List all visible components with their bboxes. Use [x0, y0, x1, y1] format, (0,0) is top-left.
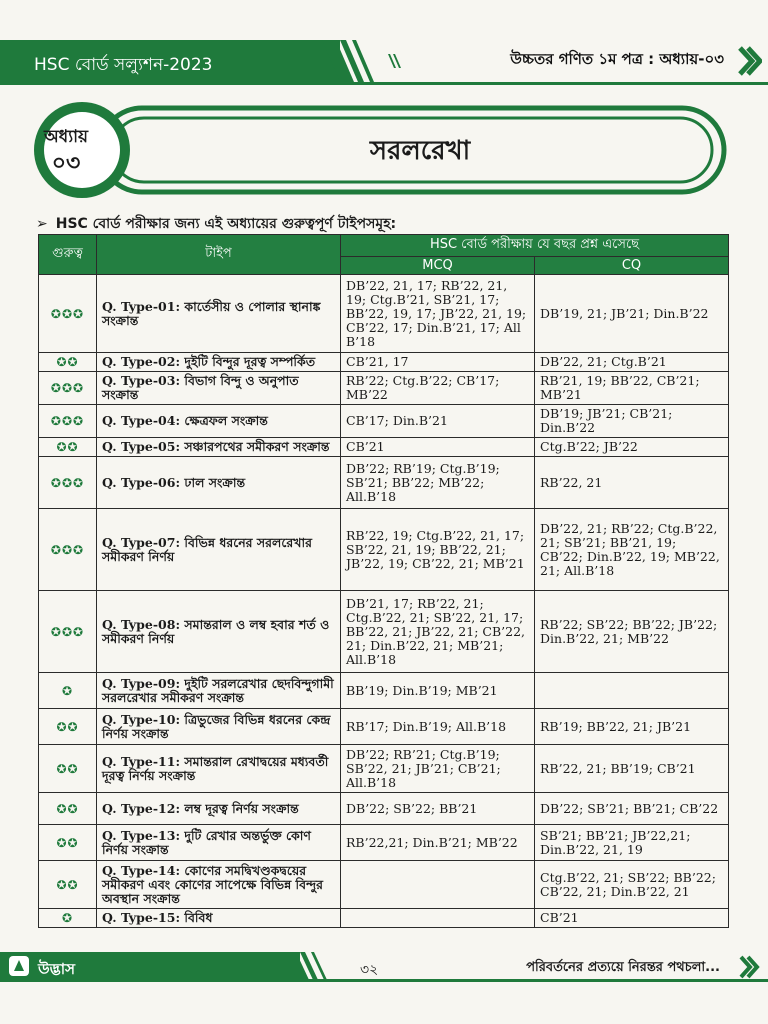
cq-cell: Ctg.B’22, 21; SB’22; BB’22; CB’22, 21; Din.B’22, 21 [535, 861, 729, 909]
footer-stripes [284, 952, 344, 982]
th-cq: CQ [535, 257, 729, 275]
book-title: HSC বোর্ড সল্যুশন-2023 [34, 55, 213, 75]
table-row [39, 372, 729, 405]
footer-brand: উদ্ভাস [38, 960, 75, 978]
cq-cell: RB’22, 21 [535, 457, 729, 509]
importance-stars: ✪✪ [39, 709, 97, 745]
type-cell: Q. Type-15: বিবিধ [97, 909, 341, 928]
importance-stars: ✪✪✪ [39, 372, 97, 405]
type-cell: Q. Type-05: সঞ্চারপথের সমীকরণ সংক্রান্ত [97, 438, 341, 457]
chapter-title: সরলরেখা [369, 136, 471, 166]
type-cell: Q. Type-10: ত্রিভুজের বিভিন্ন ধরনের কেন্দ্র নির্ণয় সংক্রান্ত [97, 709, 341, 745]
mcq-cell: DB’22; RB’21; Ctg.B’19; SB’22, 21; JB’21; CB’21; All.B’18 [341, 745, 535, 793]
type-cell: Q. Type-03: বিভাগ বিন্দু ও অনুপাত সংক্রান্ত [97, 372, 341, 405]
importance-stars: ✪✪ [39, 861, 97, 909]
table-row [39, 745, 729, 793]
type-cell: Q. Type-07: বিভিন্ন ধরনের সরলরেখার সমীকরণ নির্ণয় [97, 509, 341, 591]
table-row [39, 457, 729, 509]
importance-stars: ✪✪ [39, 793, 97, 825]
table-row [39, 793, 729, 825]
cq-cell: RB’22; SB’22; BB’22; JB’22; Din.B’22, 21; MB’22 [535, 591, 729, 673]
type-cell: Q. Type-09: দুইটি সরলরেখার ছেদবিন্দুগামী সরলরেখার সমীকরণ সংক্রান্ত [97, 673, 341, 709]
mcq-cell: DB’21, 17; RB’22, 21; Ctg.B’22, 21; SB’22, 21, 17; BB’22, 21; JB’22, 21; CB’22, 21; Din.B’22, 21; MB’21; All.B’18 [341, 591, 535, 673]
page-number: ৩২ [360, 962, 379, 978]
footer-rule [0, 979, 768, 982]
importance-stars: ✪✪✪ [39, 405, 97, 438]
subject-chapter-title: উচ্চতর গণিত ১ম পত্র : অধ্যায়-০৩ [510, 50, 724, 68]
cq-cell: DB’22, 21; Ctg.B’21 [535, 353, 729, 372]
importance-stars: ✪✪ [39, 353, 97, 372]
intro-text: HSC বোর্ড পরীক্ষার জন্য এই অধ্যায়ের গুরুত্বপূর্ণ টাইপসমূহ: [55, 216, 397, 232]
th-type: টাইপ [97, 235, 341, 275]
mcq-cell: BB’19; Din.B’19; MB’21 [341, 673, 535, 709]
type-cell: Q. Type-11: সমান্তরাল রেখাদ্বয়ের মধ্যবর্তী দূরত্ব নির্ণয় সংক্রান্ত [97, 745, 341, 793]
cq-cell: DB’19; JB’21; CB’21; Din.B’22 [535, 405, 729, 438]
type-cell: Q. Type-14: কোণের সমদ্বিখণ্ডকদ্বয়ের সমীকরণ এবং কোণের সাপেক্ষে বিভিন্ন বিন্দুর অবস্থান সংক্রান্ত [97, 861, 341, 909]
mcq-cell: RB’22; Ctg.B’22; CB’17; MB’22 [341, 372, 535, 405]
table-row [39, 673, 729, 709]
mcq-cell: RB’22,21; Din.B’21; MB’22 [341, 825, 535, 861]
mcq-cell: CB’21, 17 [341, 353, 535, 372]
type-cell: Q. Type-13: দুটি রেখার অন্তর্ভুক্ত কোণ নির্ণয় সংক্রান্ত [97, 825, 341, 861]
cq-cell: RB’22, 21; BB’19; CB’21 [535, 745, 729, 793]
table-row [39, 825, 729, 861]
cq-cell: DB’22; SB’21; BB’21; CB’22 [535, 793, 729, 825]
table-row [39, 405, 729, 438]
footer-slogan: পরিবর্তনের প্রত্যয়ে নিরন্তর পথচলা... [526, 960, 720, 975]
importance-stars: ✪ [39, 909, 97, 928]
chevron-right-icon [736, 40, 762, 82]
table-row [39, 909, 729, 928]
question-type-table [38, 234, 728, 928]
importance-stars: ✪✪ [39, 438, 97, 457]
cq-cell: RB’19; BB’22, 21; JB’21 [535, 709, 729, 745]
th-mcq: MCQ [341, 257, 535, 275]
mcq-cell: DB’22; SB’22; BB’21 [341, 793, 535, 825]
table-row [39, 275, 729, 353]
cq-cell: SB’21; BB’21; JB’22,21; Din.B’22, 21, 19 [535, 825, 729, 861]
cq-cell: DB’19, 21; JB’21; Din.B’22 [535, 275, 729, 353]
table-row [39, 509, 729, 591]
table-row [39, 709, 729, 745]
table-row [39, 591, 729, 673]
types-table [38, 234, 729, 928]
cq-cell: RB’21, 19; BB’22, CB’21; MB’21 [535, 372, 729, 405]
cq-cell: DB’22, 21; RB’22; Ctg.B’22, 21; SB’21; BB’21, 19; CB’22; Din.B’22, 19; MB’22, 21; All.B’18 [535, 509, 729, 591]
cq-cell [535, 673, 729, 709]
mcq-cell: CB’21 [341, 438, 535, 457]
type-cell: Q. Type-08: সমান্তরাল ও লম্ব হবার শর্ত ও সমীকরণ নির্ণয় [97, 591, 341, 673]
arrow-bullet-icon: ➢ [36, 216, 48, 232]
header-stripes [322, 40, 402, 82]
type-cell: Q. Type-06: ঢাল সংক্রান্ত [97, 457, 341, 509]
importance-stars: ✪✪✪ [39, 275, 97, 353]
type-cell: Q. Type-12: লম্ব দূরত্ব নির্ণয় সংক্রান্ত [97, 793, 341, 825]
mcq-cell: RB’22, 19; Ctg.B’22, 21, 17; SB’22, 21, 19; BB’22, 21; JB’22, 19; CB’22, 21; MB’21 [341, 509, 535, 591]
cq-cell: CB’21 [535, 909, 729, 928]
mcq-cell: DB’22, 21, 17; RB’22, 21, 19; Ctg.B’21, SB’21, 17; BB’22, 19, 17; JB’22, 21, 19; CB’22, 17; Din.B’21, 17; All B’18 [341, 275, 535, 353]
mcq-cell [341, 861, 535, 909]
importance-stars: ✪✪ [39, 825, 97, 861]
type-cell: Q. Type-01: কার্তেসীয় ও পোলার স্থানাঙ্ক সংক্রান্ত [97, 275, 341, 353]
importance-stars: ✪✪✪ [39, 457, 97, 509]
type-cell: Q. Type-04: ক্ষেত্রফল সংক্রান্ত [97, 405, 341, 438]
type-cell: Q. Type-02: দুইটি বিন্দুর দূরত্ব সম্পর্কিত [97, 353, 341, 372]
importance-stars: ✪ [39, 673, 97, 709]
importance-stars: ✪✪ [39, 745, 97, 793]
chapter-number: ০৩ [51, 151, 81, 176]
table-row [39, 438, 729, 457]
mcq-cell [341, 909, 535, 928]
table-row [39, 353, 729, 372]
cq-cell: Ctg.B’22; JB’22 [535, 438, 729, 457]
table-row [39, 861, 729, 909]
mcq-cell: DB’22; RB’19; Ctg.B’19; SB’21; BB’22; MB’22; All.B’18 [341, 457, 535, 509]
intro-line [36, 212, 396, 236]
udvash-logo-icon [8, 955, 30, 977]
importance-stars: ✪✪✪ [39, 591, 97, 673]
footer-chevron-icon [738, 952, 760, 982]
mcq-cell: RB’17; Din.B’19; All.B’18 [341, 709, 535, 745]
mcq-cell: CB’17; Din.B’21 [341, 405, 535, 438]
th-group: HSC বোর্ড পরীক্ষায় যে বছর প্রশ্ন এসেছে [341, 235, 729, 257]
importance-stars: ✪✪✪ [39, 509, 97, 591]
header-rule [0, 82, 768, 85]
th-importance: গুরুত্ব [39, 235, 97, 275]
chapter-word: অধ্যায় [43, 127, 89, 147]
